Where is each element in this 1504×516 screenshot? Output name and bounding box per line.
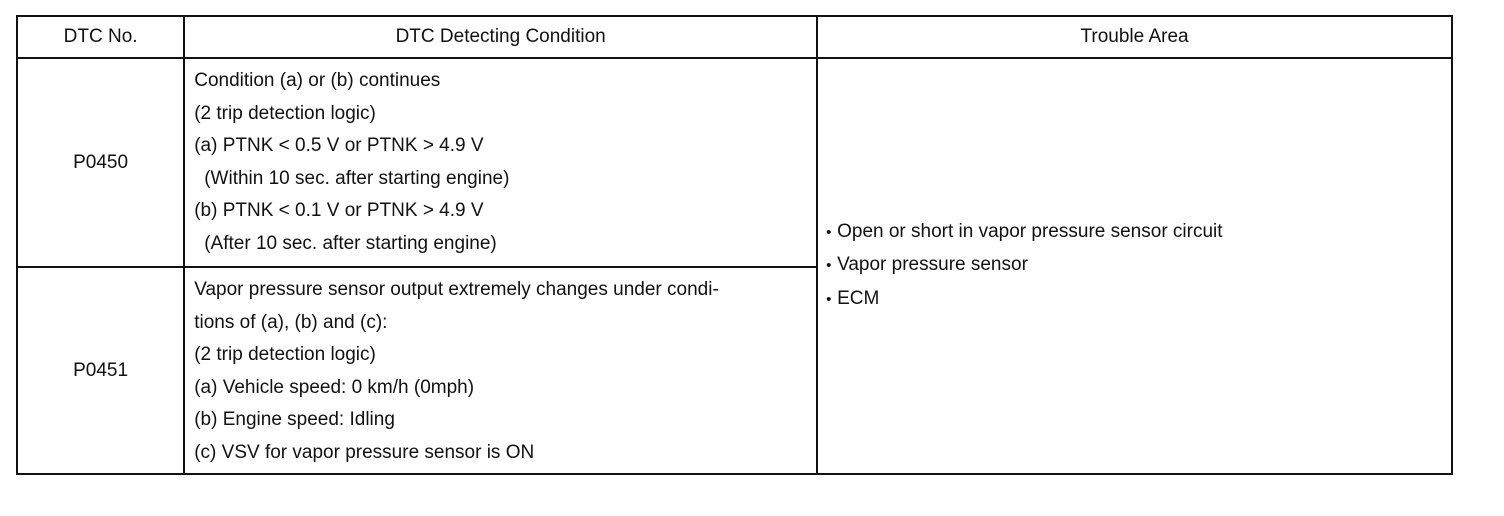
- trouble-area-cell: [817, 58, 1452, 474]
- dtc-code-cell: P0450: [17, 58, 184, 267]
- table-row-p0450: [17, 58, 1452, 267]
- dtc-table: [16, 15, 1453, 475]
- condition-line: (c) VSV for vapor pressure sensor is ON: [194, 441, 535, 463]
- header-row: [17, 16, 1452, 58]
- condition-line: (a) PTNK < 0.5 V or PTNK > 4.9 V: [194, 135, 484, 156]
- condition-line: tions of (a), (b) and (c):: [194, 311, 388, 333]
- list-item: [826, 283, 1451, 317]
- list-item: [826, 216, 1451, 250]
- trouble-area-list: [826, 216, 1451, 317]
- bullet-icon: •: [826, 223, 832, 241]
- dtc-code-cell: P0451: [17, 267, 184, 474]
- condition-line: (2 trip detection logic): [194, 102, 376, 124]
- trouble-area-item: Vapor pressure sensor: [837, 254, 1028, 276]
- condition-line: Vapor pressure sensor output extremely changes under condi-: [194, 279, 719, 300]
- condition-line: (b) Engine speed: Idling: [194, 409, 395, 430]
- list-item: [826, 249, 1451, 283]
- condition-line: Condition (a) or (b) continues: [194, 70, 441, 91]
- trouble-area-item: ECM: [837, 287, 880, 309]
- header-dtc-no: DTC No.: [17, 16, 184, 58]
- header-detecting-condition: DTC Detecting Condition: [184, 16, 817, 58]
- condition-line: (b) PTNK < 0.1 V or PTNK > 4.9 V: [194, 200, 484, 221]
- bullet-icon: •: [826, 290, 832, 308]
- header-trouble-area: Trouble Area: [817, 16, 1452, 58]
- condition-line: (After 10 sec. after starting engine): [204, 232, 497, 254]
- condition-line: (2 trip detection logic): [194, 344, 376, 365]
- condition-cell: [184, 58, 817, 267]
- bullet-icon: •: [826, 257, 832, 275]
- condition-line: (Within 10 sec. after starting engine): [204, 167, 510, 189]
- condition-cell: [184, 267, 817, 474]
- trouble-area-item: Open or short in vapor pressure sensor circuit: [837, 220, 1223, 242]
- condition-line: (a) Vehicle speed: 0 km/h (0mph): [194, 376, 475, 398]
